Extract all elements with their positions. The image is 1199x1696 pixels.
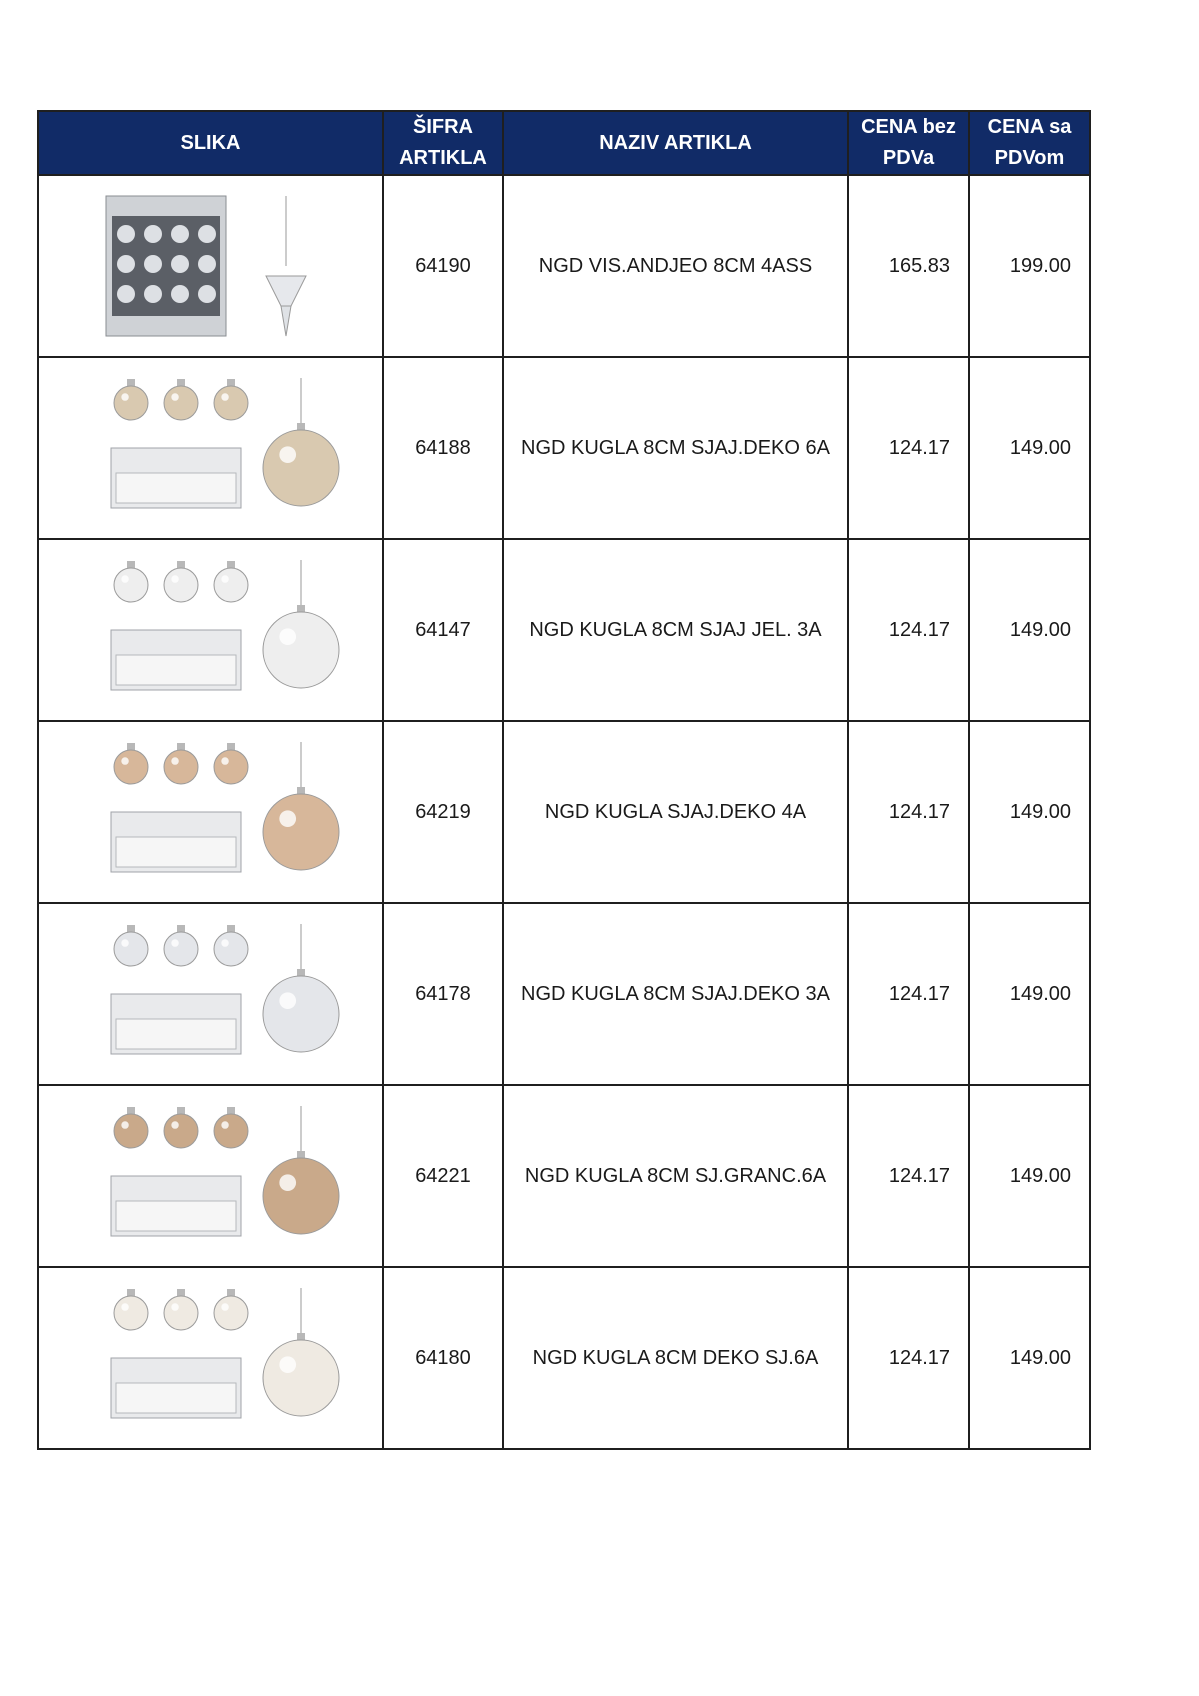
price-gross: 149.00 xyxy=(969,357,1090,539)
table-row xyxy=(38,1085,1090,1267)
bauble-box-icon xyxy=(76,732,346,892)
product-image-cell xyxy=(38,903,383,1085)
product-image-cell xyxy=(38,1267,383,1449)
price-net: 124.17 xyxy=(848,539,969,721)
product-image-cell xyxy=(38,1085,383,1267)
product-code: 64180 xyxy=(383,1267,503,1449)
price-gross: 149.00 xyxy=(969,1085,1090,1267)
product-code: 64178 xyxy=(383,903,503,1085)
bauble-box-icon xyxy=(76,1278,346,1438)
bauble-box-icon xyxy=(76,1096,346,1256)
product-name: NGD KUGLA SJAJ.DEKO 4A xyxy=(503,721,848,903)
bauble-box-icon xyxy=(76,368,346,528)
header-naziv: NAZIV ARTIKLA xyxy=(503,111,848,175)
table-row xyxy=(38,903,1090,1085)
bauble-box-icon xyxy=(76,550,346,710)
bauble-box-icon xyxy=(76,914,346,1074)
table-row xyxy=(38,175,1090,357)
product-image-cell xyxy=(38,539,383,721)
price-net: 124.17 xyxy=(848,1085,969,1267)
product-image-cell xyxy=(38,175,383,357)
header-sifra: ŠIFRA ARTIKLA xyxy=(383,111,503,175)
product-code: 64188 xyxy=(383,357,503,539)
table-row xyxy=(38,357,1090,539)
table-row xyxy=(38,721,1090,903)
price-gross: 199.00 xyxy=(969,175,1090,357)
angel-display-icon xyxy=(76,186,346,346)
header-row xyxy=(38,111,1090,175)
header-cena-sa: CENA sa PDVom xyxy=(969,111,1090,175)
product-name: NGD KUGLA 8CM SJAJ JEL. 3A xyxy=(503,539,848,721)
product-name: NGD KUGLA 8CM DEKO SJ.6A xyxy=(503,1267,848,1449)
price-gross: 149.00 xyxy=(969,903,1090,1085)
header-slika: SLIKA xyxy=(38,111,383,175)
price-gross: 149.00 xyxy=(969,1267,1090,1449)
price-net: 124.17 xyxy=(848,357,969,539)
product-code: 64147 xyxy=(383,539,503,721)
price-net: 124.17 xyxy=(848,1267,969,1449)
product-code: 64190 xyxy=(383,175,503,357)
product-name: NGD KUGLA 8CM SJAJ.DEKO 6A xyxy=(503,357,848,539)
product-name: NGD KUGLA 8CM SJ.GRANC.6A xyxy=(503,1085,848,1267)
header-cena-bez: CENA bez PDVa xyxy=(848,111,969,175)
table-row xyxy=(38,539,1090,721)
price-table xyxy=(37,110,1091,1450)
price-gross: 149.00 xyxy=(969,539,1090,721)
product-name: NGD KUGLA 8CM SJAJ.DEKO 3A xyxy=(503,903,848,1085)
product-code: 64219 xyxy=(383,721,503,903)
price-net: 165.83 xyxy=(848,175,969,357)
product-image-cell xyxy=(38,357,383,539)
price-net: 124.17 xyxy=(848,903,969,1085)
product-name: NGD VIS.ANDJEO 8CM 4ASS xyxy=(503,175,848,357)
product-code: 64221 xyxy=(383,1085,503,1267)
product-image-cell xyxy=(38,721,383,903)
price-net: 124.17 xyxy=(848,721,969,903)
price-gross: 149.00 xyxy=(969,721,1090,903)
table-row xyxy=(38,1267,1090,1449)
